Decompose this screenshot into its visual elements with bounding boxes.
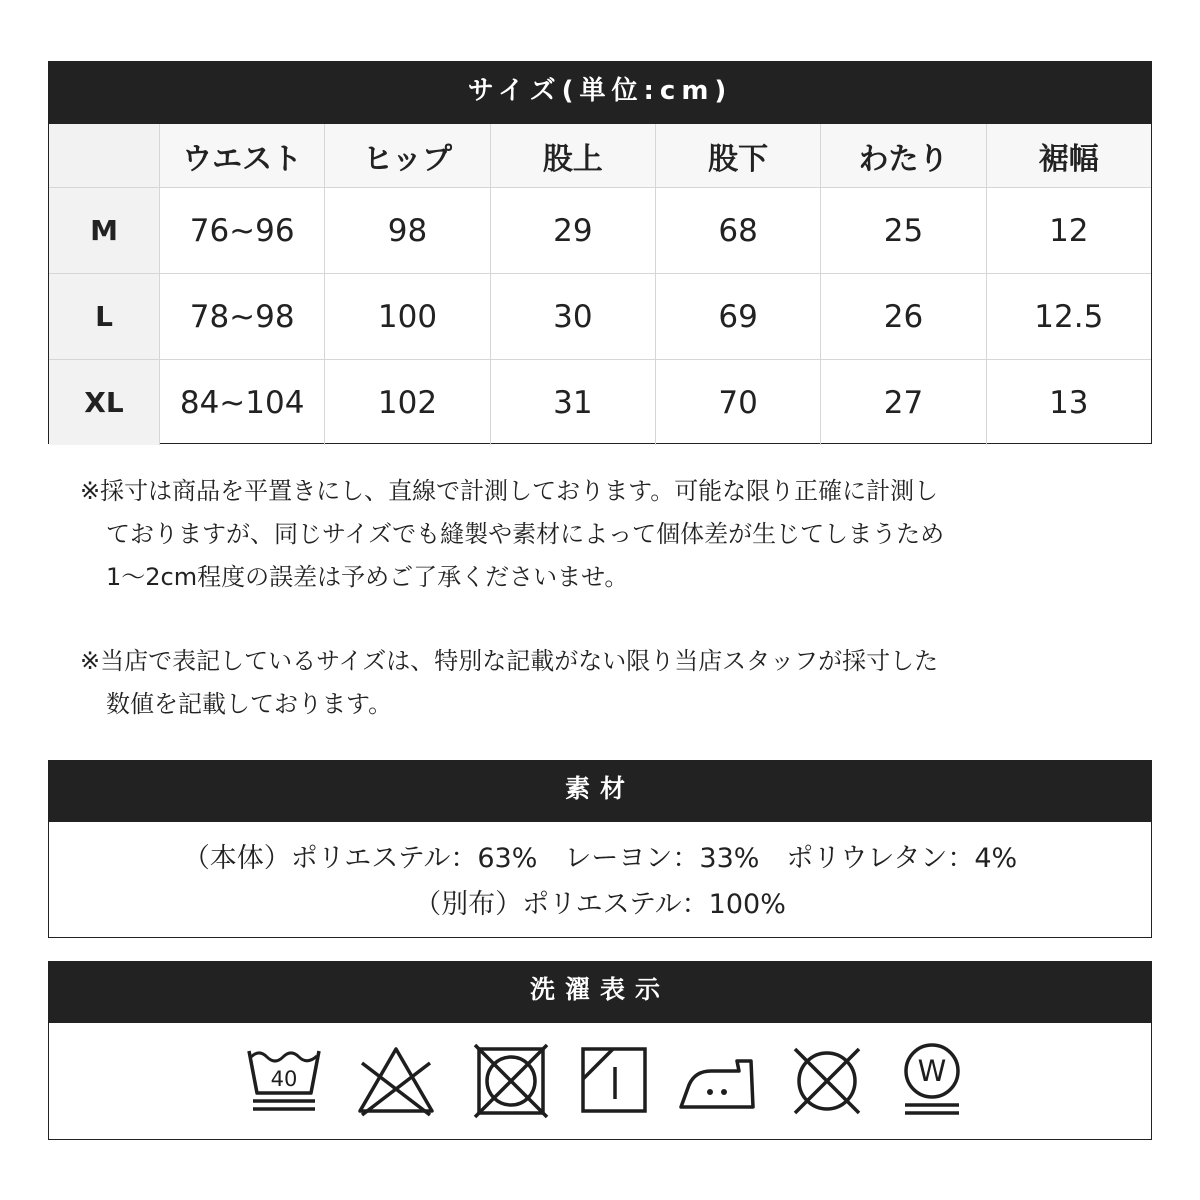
note-line: ※当店で表記しているサイズは、特別な記載がない限り当店スタッフが採寸した [80,647,939,675]
table-cell: 70 [655,360,820,445]
table-cell: 30 [490,274,655,359]
table-cell: 68 [655,188,820,273]
column-header: ウエスト [159,124,324,187]
table-cell: 76~96 [159,188,324,273]
washing-40-icon [245,1043,325,1119]
wet-clean-icon [897,1043,967,1123]
column-header: わたり [820,124,985,187]
care-box [48,1022,1152,1140]
size-table [48,61,1152,444]
row-size-label: XL [49,360,159,445]
table-row [49,359,1151,445]
note-line: ておりますが、同じサイズでも縫製や素材によって個体差が生じてしまうため [106,520,945,548]
table-cell: 26 [820,274,985,359]
care-icons-row [49,1023,1151,1139]
table-cell: 78~98 [159,274,324,359]
table-cell: 12 [986,188,1151,273]
column-header: 裾幅 [986,124,1151,187]
table-cell: 29 [490,188,655,273]
table-cell: 100 [324,274,489,359]
wet-clean-letter: W [917,1054,947,1088]
table-cell: 31 [490,360,655,445]
column-header: ヒップ [324,124,489,187]
measurement-note [80,470,1080,599]
table-cell: 12.5 [986,274,1151,359]
column-header: 股下 [655,124,820,187]
no-bleach-icon [356,1043,436,1119]
size-source-note [80,640,1080,726]
no-tumble-dry-icon [473,1043,549,1119]
note-line: 1～2cm程度の誤差は予めご了承くださいませ。 [106,563,629,591]
table-row [49,187,1151,273]
line-dry-icon [579,1043,649,1119]
material-box [48,821,1152,938]
wash-temp-label: 40 [270,1067,298,1091]
material-line: （本体）ポリエステル：63% レーヨン：33% ポリウレタン：4% [182,843,1018,874]
size-table-title: サイズ(単位:cm) [49,62,1151,124]
table-cell: 98 [324,188,489,273]
table-cell: 69 [655,274,820,359]
note-line: 数値を記載しております。 [106,690,393,718]
size-table-header-row [49,124,1151,187]
table-cell: 25 [820,188,985,273]
table-cell: 13 [986,360,1151,445]
iron-low-icon [677,1043,757,1119]
material-line: （別布）ポリエステル：100% [414,889,786,920]
no-dry-clean-icon [789,1043,865,1119]
material-title: 素材 [48,760,1152,822]
table-row [49,273,1151,359]
column-header: 股上 [490,124,655,187]
note-line: ※採寸は商品を平置きにし、直線で計測しております。可能な限り正確に計測し [80,477,939,505]
size-table-corner [49,124,159,187]
row-size-label: L [49,274,159,359]
row-size-label: M [49,188,159,273]
table-cell: 84~104 [159,360,324,445]
table-cell: 27 [820,360,985,445]
care-title: 洗濯表示 [48,961,1152,1023]
table-cell: 102 [324,360,489,445]
